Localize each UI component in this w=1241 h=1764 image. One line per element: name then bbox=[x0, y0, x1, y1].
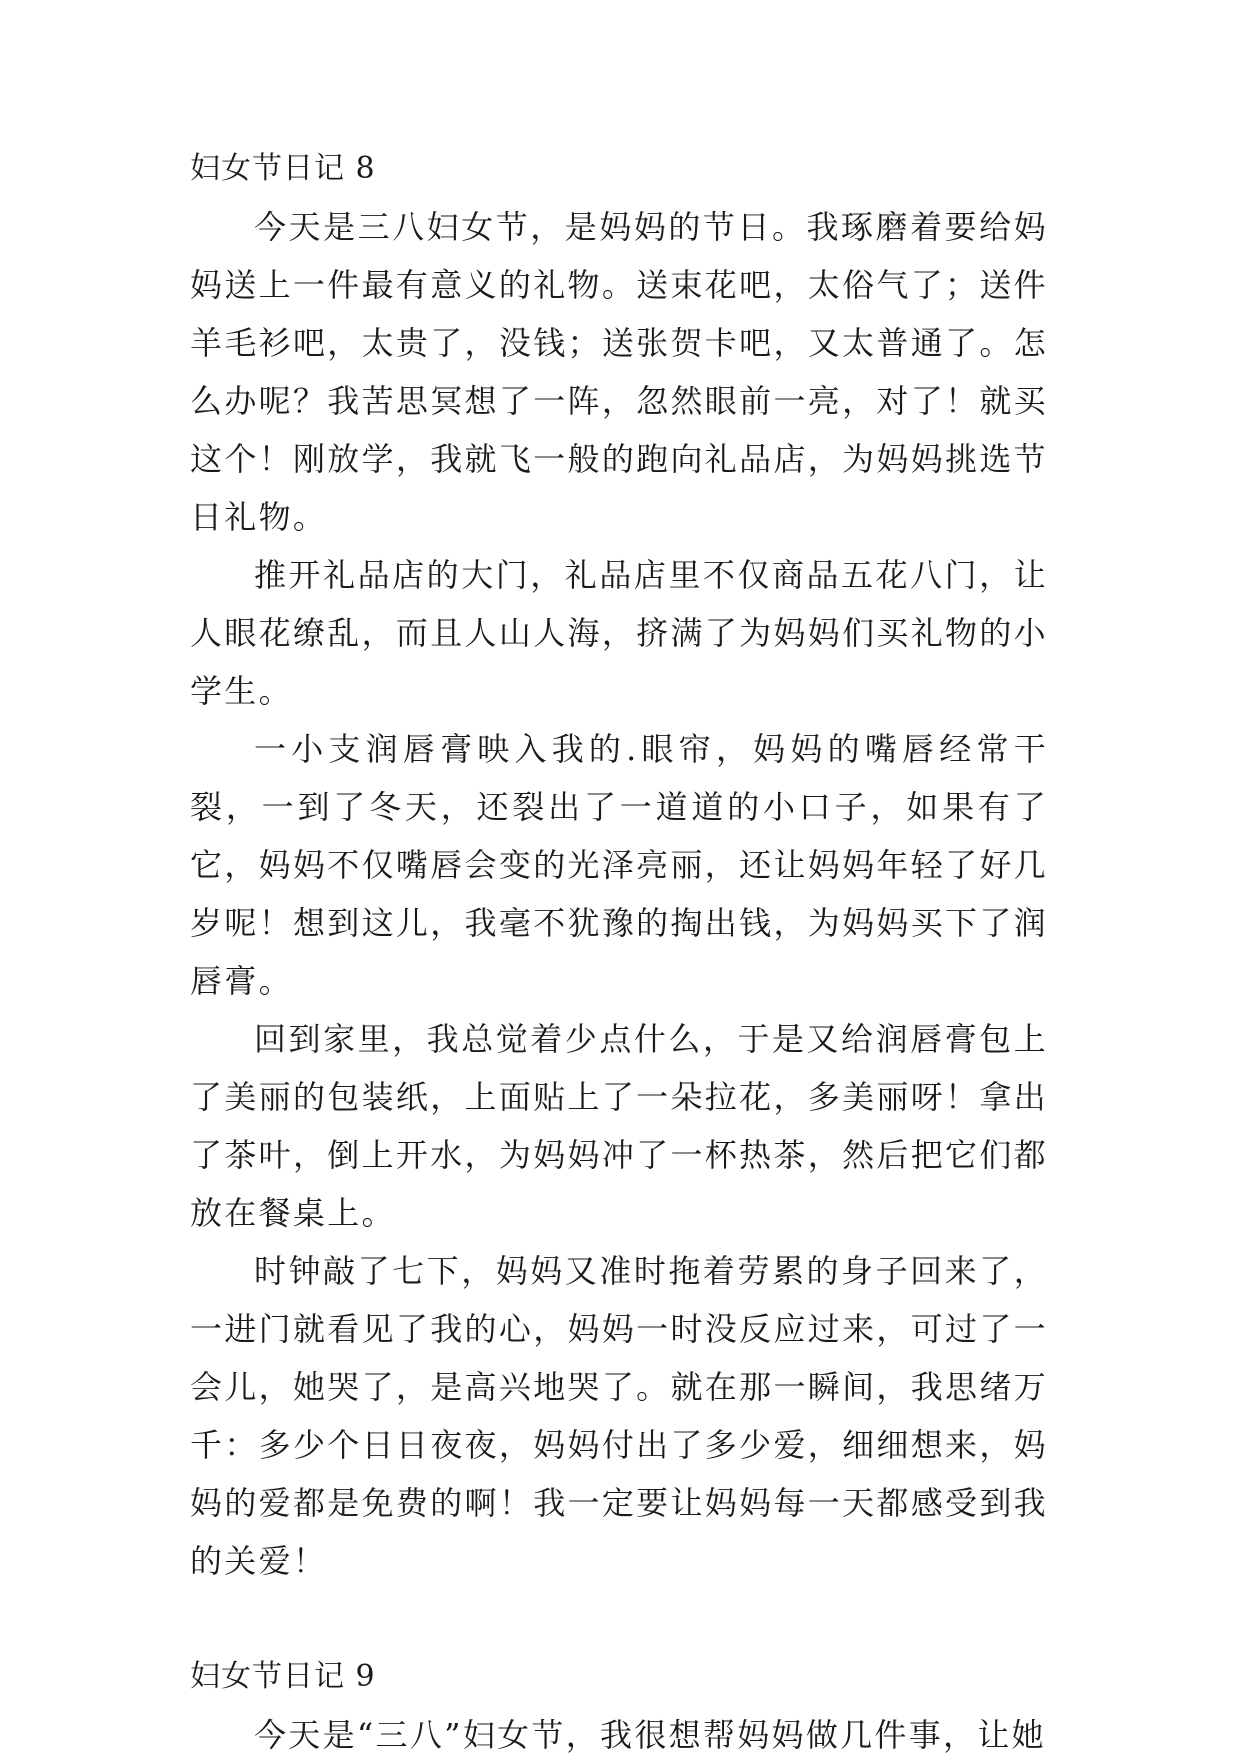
paragraph: 推开礼品店的大门，礼品店里不仅商品五花八门，让人眼花缭乱，而且人山人海，挤满了为妈妈们买礼物的小学生。 bbox=[190, 556, 1048, 710]
paragraph: 今天是“三八”妇女节，我很想帮妈妈做几件事，让她 bbox=[254, 1716, 1046, 1754]
paragraph: 一小支润唇膏映入我的.眼帘，妈妈的嘴唇经常干裂，一到了冬天，还裂出了一道道的小口子，如果有了它，妈妈不仅嘴唇会变的光泽亮丽，还让妈妈年轻了好几岁呢！想到这儿，我毫不犹豫的掏出钱，为妈妈买下了润唇膏。 bbox=[190, 730, 1048, 1000]
document-page bbox=[190, 140, 1048, 1764]
section-spacer bbox=[190, 1590, 1048, 1648]
paragraph: 回到家里，我总觉着少点什么，于是又给润唇膏包上了美丽的包装纸，上面贴上了一朵拉花，多美丽呀！拿出了茶叶，倒上开水，为妈妈冲了一杯热茶，然后把它们都放在餐桌上。 bbox=[190, 1020, 1048, 1232]
paragraph: 今天是三八妇女节，是妈妈的节日。我琢磨着要给妈妈送上一件最有意义的礼物。送束花吧，太俗气了；送件羊毛衫吧，太贵了，没钱；送张贺卡吧，又太普通了。怎么办呢？我苦思冥想了一阵，忽然眼前一亮，对了！就买这个！刚放学，我就飞一般的跑向礼品店，为妈妈挑选节日礼物。 bbox=[190, 208, 1048, 536]
paragraph: 时钟敲了七下，妈妈又准时拖着劳累的身子回来了，一进门就看见了我的心，妈妈一时没反应过来，可过了一会儿，她哭了，是高兴地哭了。就在那一瞬间，我思绪万千：多少个日日夜夜，妈妈付出了多少爱，细细想来，妈妈的爱都是免费的啊！我一定要让妈妈每一天都感受到我的关爱！ bbox=[190, 1252, 1048, 1580]
diary-title-9: 妇女节日记 9 bbox=[190, 1659, 376, 1694]
diary-title-8: 妇女节日记 8 bbox=[190, 151, 376, 186]
